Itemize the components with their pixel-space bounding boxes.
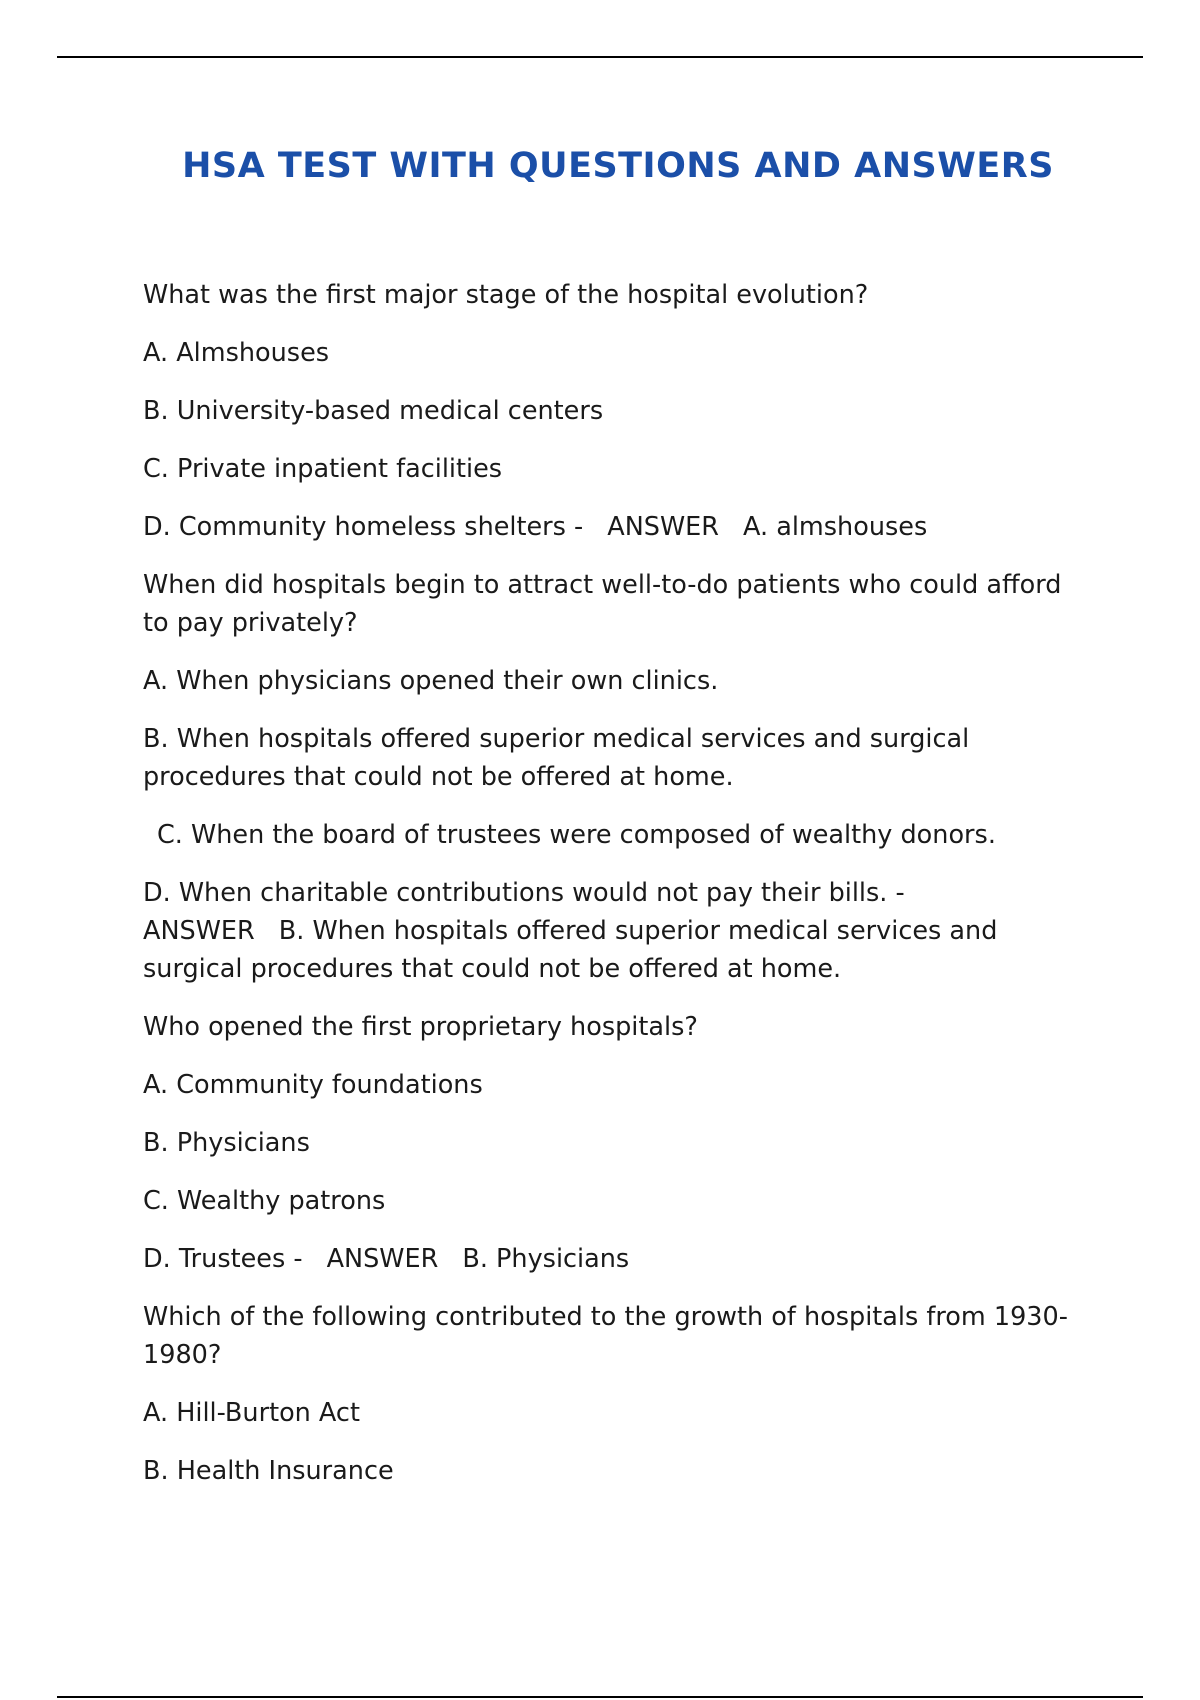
option-item: C. Private inpatient facilities	[143, 454, 503, 484]
question-list	[143, 276, 1083, 1510]
top-rule	[57, 56, 1143, 58]
document-title: HSA TEST WITH QUESTIONS AND ANSWERS	[182, 146, 1054, 186]
option-with-answer	[143, 1240, 1083, 1278]
question-text: When did hospitals begin to attract well-to-do patients who could afford to pay privately?	[143, 570, 1062, 638]
option-item: A. Hill-Burton Act	[143, 1398, 360, 1428]
answer-value: B. Physicians	[462, 1244, 630, 1274]
option-item: C. When the board of trustees were composed of wealthy donors.	[157, 820, 996, 850]
question-text: What was the first major stage of the hospital evolution?	[143, 280, 869, 310]
option-item: A. When physicians opened their own clinics.	[143, 666, 719, 696]
answer-label: ANSWER	[326, 1244, 439, 1274]
answer-label: ANSWER	[607, 512, 720, 542]
answer-value: B. When hospitals offered superior medical services and surgical procedures that could not be offered at home.	[143, 916, 998, 984]
option-item: B. University-based medical centers	[143, 396, 604, 426]
option-item: D. Trustees -	[143, 1244, 303, 1274]
option-item: D. When charitable contributions would not pay their bills. -	[143, 878, 905, 908]
answer-value: A. almshouses	[743, 512, 928, 542]
option-with-answer	[143, 508, 1083, 546]
option-with-answer	[143, 874, 1083, 988]
answer-label: ANSWER	[143, 916, 255, 946]
bottom-rule	[57, 1696, 1143, 1698]
option-item: B. Health Insurance	[143, 1456, 394, 1486]
question-text: Which of the following contributed to the growth of hospitals from 1930-1980?	[143, 1302, 1068, 1370]
option-item: C. Wealthy patrons	[143, 1186, 386, 1216]
option-item: A. Almshouses	[143, 338, 330, 368]
option-item: D. Community homeless shelters -	[143, 512, 584, 542]
option-item: A. Community foundations	[143, 1070, 483, 1100]
option-item: B. When hospitals offered superior medical services and surgical procedures that could not be offered at home.	[143, 724, 970, 792]
option-item: B. Physicians	[143, 1128, 310, 1158]
question-text: Who opened the first proprietary hospitals?	[143, 1012, 698, 1042]
